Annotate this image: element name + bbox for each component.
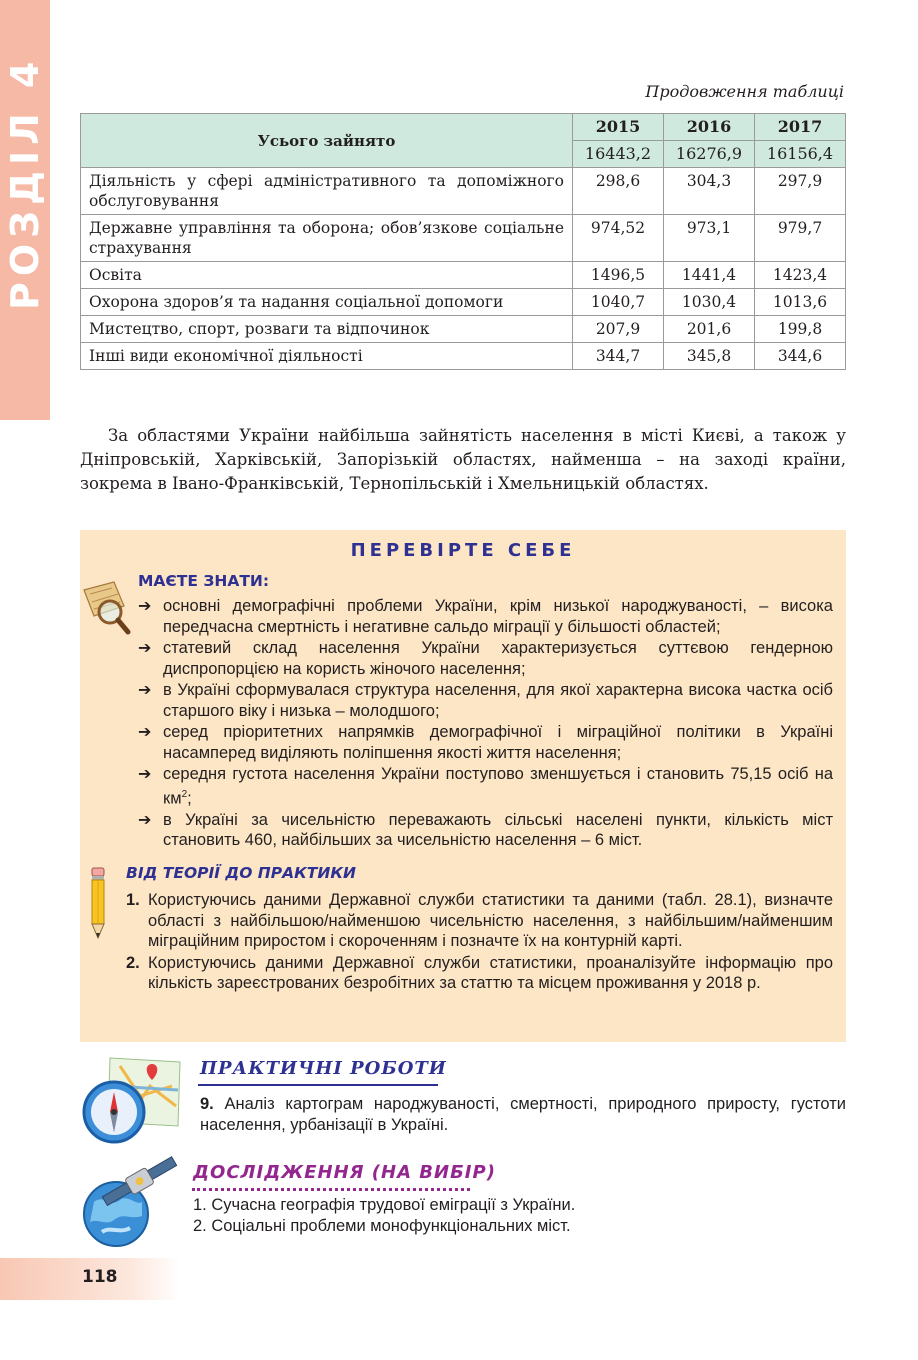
row-label: Мистецтво, спорт, розваги та відпочинок — [81, 316, 573, 343]
table-row — [81, 215, 846, 262]
list-item: 1. Користуючись даними Державної служби статистики та даними (табл. 28.1), визначте області з найбільшою/найменшою чисельністю населення, з найбільшим/найменшим міграційним приростом і скороченням і позначте їх на контурній карті. — [126, 891, 833, 950]
arrow-right-icon: ➔ — [138, 680, 152, 699]
row-value: 1423,4 — [755, 262, 846, 289]
row-value: 344,7 — [573, 343, 664, 370]
table-header-label: Усього зайнято — [81, 114, 573, 168]
list-item: ➔ серед пріоритетних напрямків демографічної і міграційної політики в Україні насамперед виділяють поліпшення якості життя населення; — [138, 722, 833, 762]
practical-work-item: 9. Аналіз картограм народжуваності, смертності, природного приросту, густоти населення, урбанізації в Україні. — [200, 1095, 846, 1134]
row-value: 207,9 — [573, 316, 664, 343]
year-header: 2016 — [664, 114, 755, 141]
row-value: 1013,6 — [755, 289, 846, 316]
employment-table — [80, 113, 846, 370]
row-value: 344,6 — [755, 343, 846, 370]
table-row — [81, 289, 846, 316]
row-label: Освіта — [81, 262, 573, 289]
arrow-right-icon: ➔ — [138, 809, 152, 829]
table-row — [81, 168, 846, 215]
row-value: 298,6 — [573, 168, 664, 215]
total-value: 16156,4 — [755, 141, 846, 168]
map-magnifier-icon — [80, 576, 132, 640]
row-label: Державне управління та оборона; обов’язкове соціальне страхування — [81, 215, 573, 262]
globe-satellite-icon — [80, 1154, 184, 1250]
table-continuation-note: Продовження таблиці — [645, 82, 844, 101]
table-row — [81, 316, 846, 343]
table-row — [81, 262, 846, 289]
row-value: 974,52 — [573, 215, 664, 262]
row-value: 979,7 — [755, 215, 846, 262]
row-value: 199,8 — [755, 316, 846, 343]
must-know-list — [138, 596, 833, 852]
title-dotted-underline — [192, 1188, 470, 1191]
arrow-right-icon: ➔ — [138, 722, 152, 741]
row-value: 345,8 — [664, 343, 755, 370]
row-value: 973,1 — [664, 215, 755, 262]
row-value: 1030,4 — [664, 289, 755, 316]
row-value: 1496,5 — [573, 262, 664, 289]
list-item: ➔ в Україні за чисельністю переважають сільські населені пункти, кількість міст становить 460, найбільших за чисельністю населення – 6 міст. — [138, 809, 833, 849]
arrow-right-icon: ➔ — [138, 638, 152, 657]
year-header: 2015 — [573, 114, 664, 141]
research-title: ДОСЛІДЖЕННЯ (НА ВИБІР) — [193, 1162, 496, 1183]
list-item: ➔ статевий склад населення України характеризується суттєвою гендерною диспропорцією на користь жіночого населення; — [138, 638, 833, 678]
compass-map-icon — [80, 1056, 184, 1148]
body-paragraph: За областями України найбільша зайнятість населення в місті Києві, а також у Дніпровській, Харківській, Запорізькій областях, найменша – на заході країни, зокрема в Івано-Франківській, Тернопільській і Хмельницькій областях. — [80, 426, 846, 493]
list-item: 2. Соціальні проблеми монофункціональних міст. — [193, 1217, 571, 1235]
list-item: ➔ в Україні сформувалася структура населення, для якої характерна висока частка осіб старшого віку і низька – молодшого; — [138, 680, 833, 720]
practical-works-title: ПРАКТИЧНІ РОБОТИ — [200, 1058, 447, 1079]
list-item: 1. Сучасна географія трудової еміграції з України. — [193, 1196, 576, 1214]
section-tab-label: РОЗДІЛ 4 — [3, 55, 47, 310]
row-label: Інші види економічної діяльності — [81, 343, 573, 370]
pencil-icon — [86, 866, 110, 942]
row-value: 304,3 — [664, 168, 755, 215]
theory-practice-title: ВІД ТЕОРІЇ ДО ПРАКТИКИ — [126, 864, 356, 882]
research-topics — [193, 1195, 575, 1237]
row-value: 1040,7 — [573, 289, 664, 316]
total-value: 16443,2 — [573, 141, 664, 168]
total-value: 16276,9 — [664, 141, 755, 168]
section-tab — [0, 0, 50, 420]
practice-tasks — [126, 890, 833, 995]
list-item: ➔ середня густота населення України поступово зменшується і становить 75,15 осіб на $км^2$; — [138, 764, 833, 807]
check-yourself-box — [80, 530, 846, 1042]
row-label: Охорона здоров’я та надання соціальної допомоги — [81, 289, 573, 316]
row-value: 1441,4 — [664, 262, 755, 289]
must-know-title: МАЄТЕ ЗНАТИ: — [138, 572, 270, 590]
arrow-right-icon: ➔ — [138, 596, 152, 615]
arrow-right-icon: ➔ — [138, 764, 152, 783]
year-header: 2017 — [755, 114, 846, 141]
list-item: 2. Користуючись даними Державної служби статистики, проаналізуйте інформацію про кількість зареєстрованих безробітних за статтю та місцем проживання у 2018 р. — [126, 953, 833, 992]
row-value: 297,9 — [755, 168, 846, 215]
title-underline — [198, 1084, 438, 1086]
page-number: 118 — [82, 1267, 118, 1287]
check-yourself-title: ПЕРЕВІРТЕ СЕБЕ — [350, 540, 576, 561]
row-label: Діяльність у сфері адміністративного та допоміжного обслуговування — [81, 168, 573, 215]
row-value: 201,6 — [664, 316, 755, 343]
list-item: ➔ основні демографічні проблеми України, крім низької народжуваності, – висока передчасна смертність і негативне сальдо міграції у більшості областей; — [138, 596, 833, 636]
table-row — [81, 343, 846, 370]
